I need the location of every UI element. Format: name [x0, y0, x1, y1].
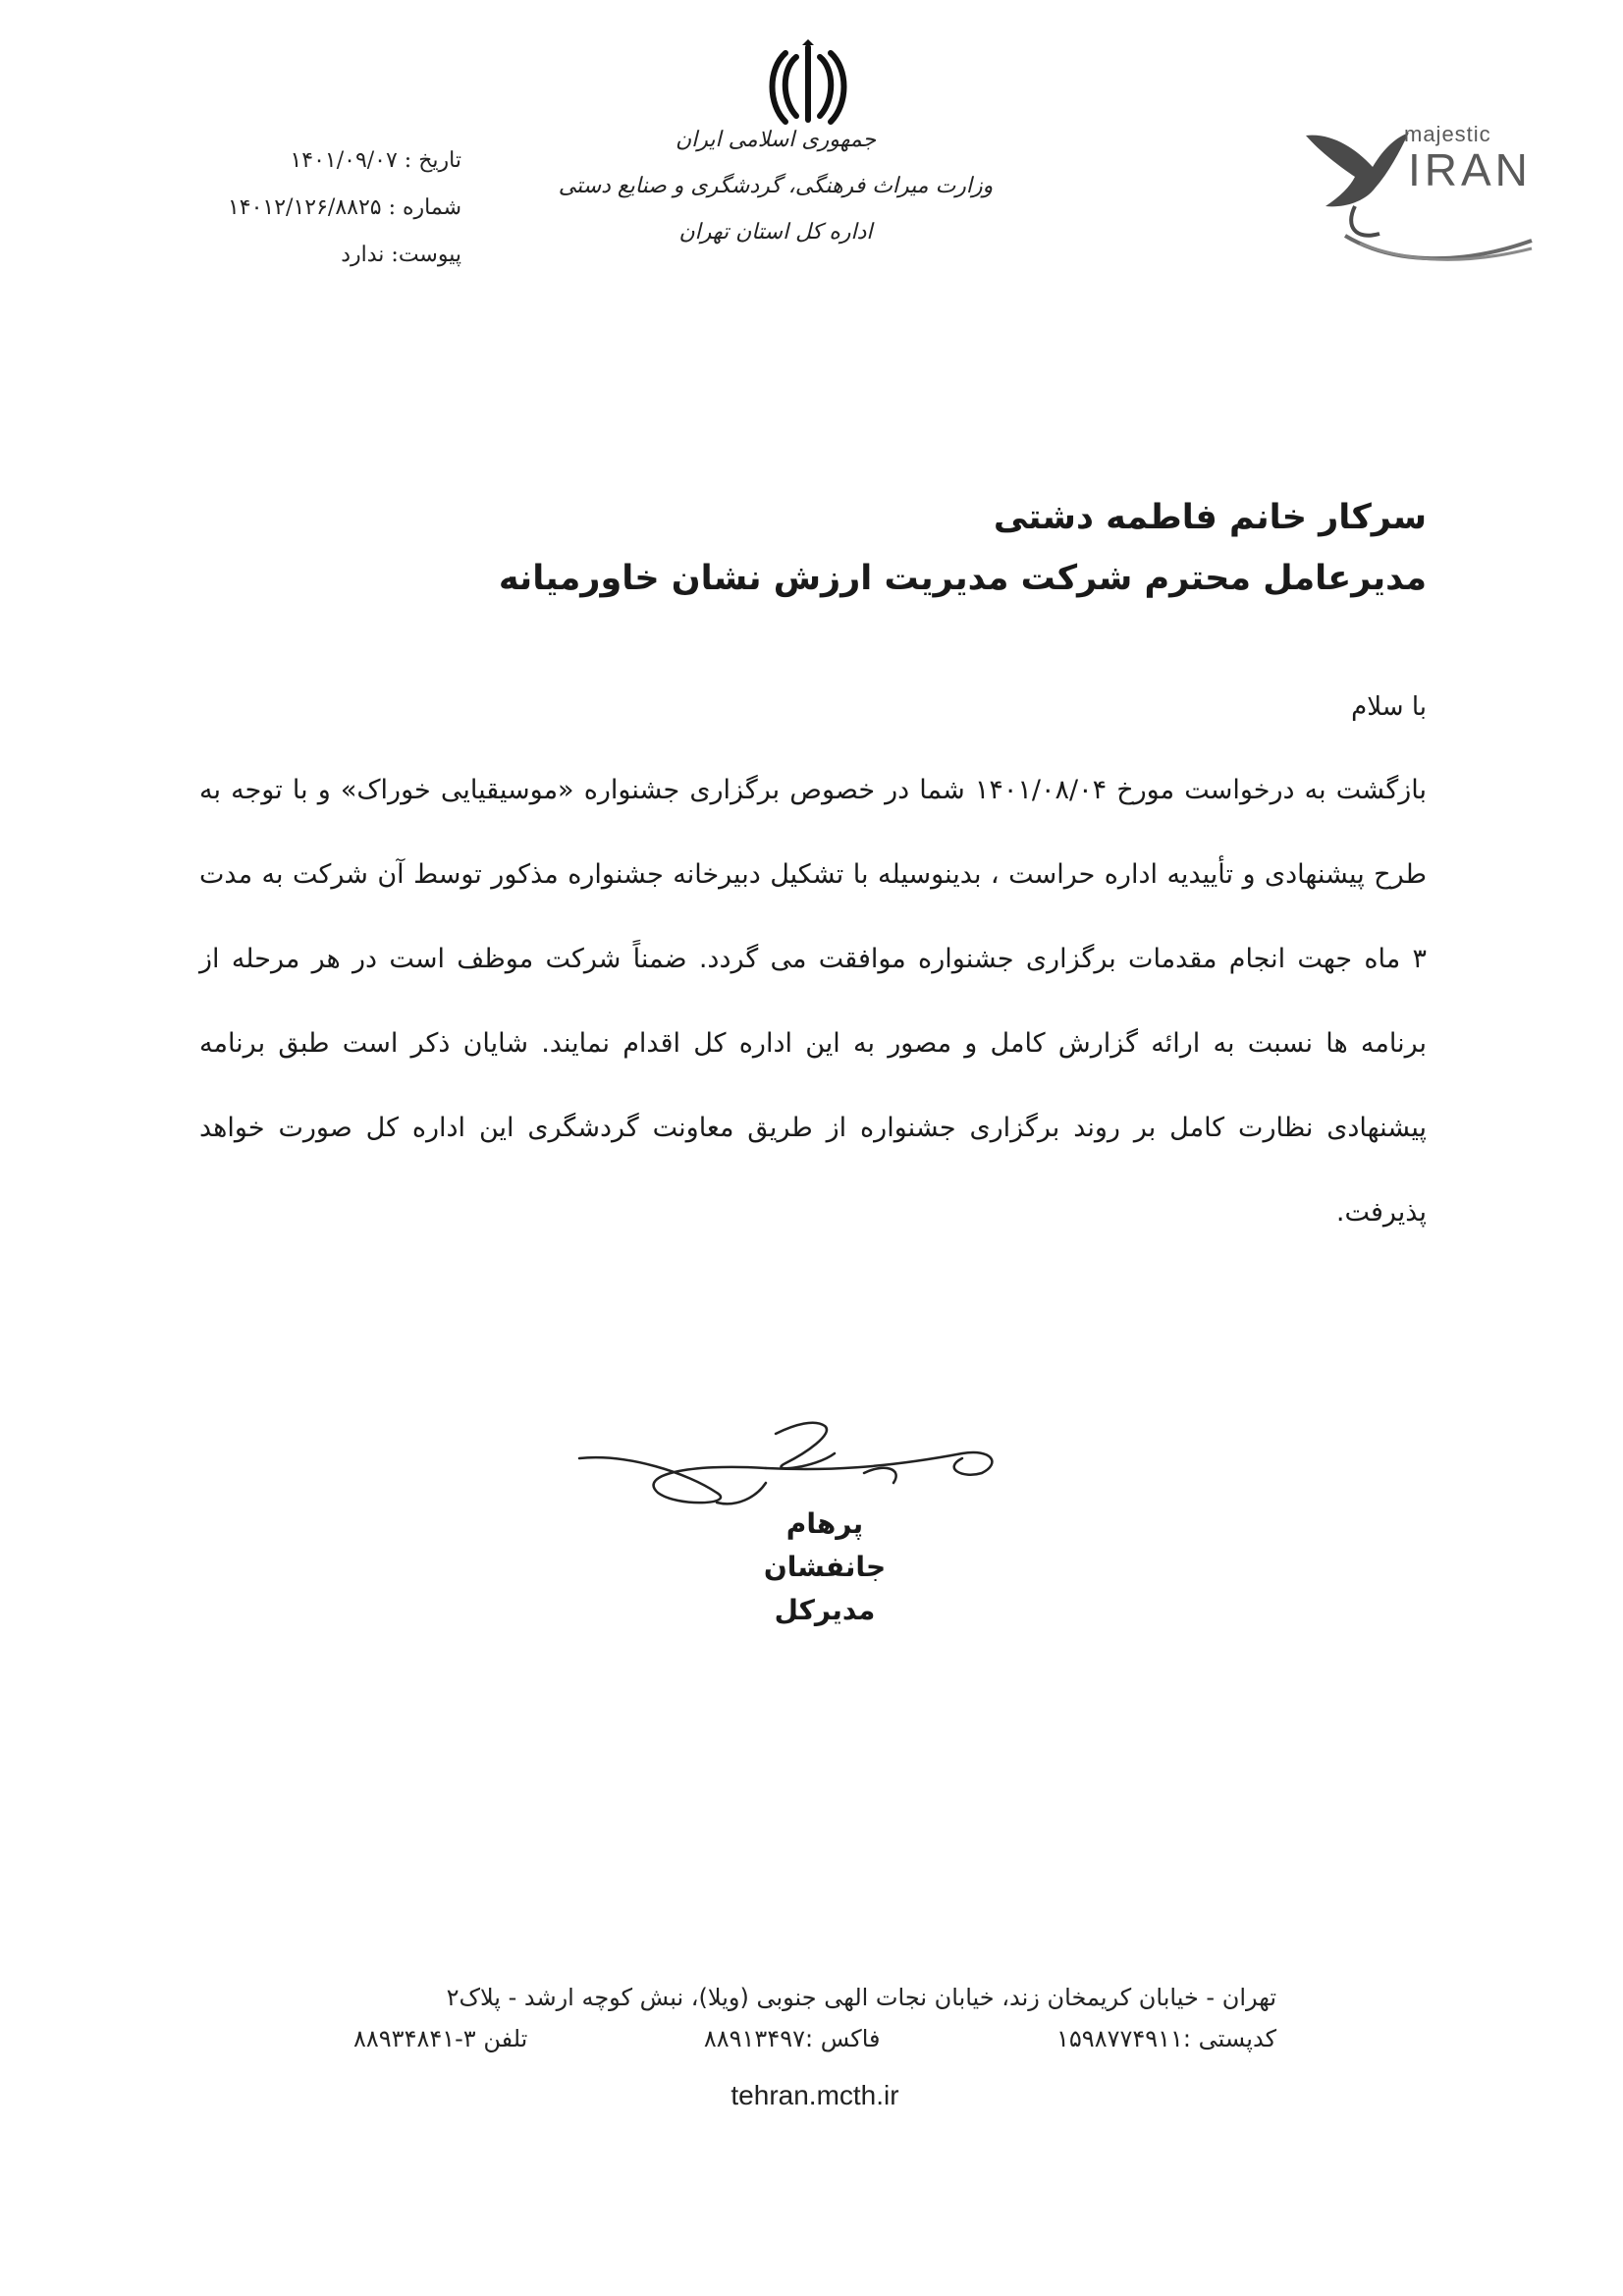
- header-line-republic: جمهوری اسلامی ایران: [675, 128, 877, 152]
- iran-emblem-icon: [764, 39, 852, 128]
- footer-fax: فاکس :۸۸۹۱۳۴۹۷: [703, 2025, 881, 2052]
- logo-big-text: IRAN: [1408, 144, 1532, 195]
- recipient-block: [248, 491, 1427, 613]
- signatory-name: پرهام جانفشان: [763, 1507, 887, 1583]
- header-line-ministry: وزارت میراث فرهنگی، گردشگری و صنایع دستی: [558, 174, 994, 198]
- header-line-office: اداره کل استان تهران: [678, 220, 873, 245]
- footer: [353, 1984, 1276, 2111]
- footer-phone: تلفن ۳-۸۸۹۳۴۸۴۱: [353, 2025, 528, 2052]
- logo-small-text: majestic: [1404, 122, 1491, 146]
- footer-contacts: [353, 2025, 1276, 2052]
- greeting: با سلام: [1351, 692, 1427, 722]
- letter-body: بازگشت به درخواست مورخ ۱۴۰۱/۰۸/۰۴ شما در خصوص برگزاری جشنواره «موسیقیایی خوراک» و با توجه به طرح پیشنهادی و تأییدیه اداره حراست ، بدینوسیله با تشکیل دبیرخانه جشنواره مذکور توسط آن شرکت به مدت ۳ ماه جهت انجام مقدمات برگزاری جشنواره موافقت می گردد. ضمناً شرکت موظف است در هر مرحله از برنامه ها نسبت به ارائه گزارش کامل و مصور به این اداره کل اقدام نمایند. شایان ذکر است طبق برنامه پیشنهادی نظارت کامل بر روند برگزاری جشنواره از طریق معاونت گردشگری این اداره کل صورت خواهد پذیرفت.: [199, 775, 1427, 1228]
- footer-website-link[interactable]: tehran.mcth.ir: [730, 2080, 899, 2110]
- footer-address: تهران - خیابان کریمخان زند، خیابان نجات الهی جنوبی (ویلا)، نبش کوچه ارشد - پلاک۲: [446, 1984, 1276, 2011]
- ministry-header: [550, 128, 1001, 266]
- recipient-name: سرکار خانم فاطمه دشتی: [993, 498, 1427, 537]
- signatory-block: [727, 1503, 923, 1632]
- recipient-title: مدیرعامل محترم شرکت مدیریت ارزش نشان خاورمیانه: [498, 559, 1427, 598]
- letter-attachment: پیوست: ندارد: [341, 243, 461, 267]
- letter-number: شماره : ۱۴۰۱۲/۱۲۶/۸۸۲۵: [227, 195, 461, 220]
- footer-postal: کدپستی :۱۵۹۸۷۷۴۹۱۱: [1056, 2025, 1276, 2052]
- letter-date: تاریخ : ۱۴۰۱/۰۹/۰۷: [290, 148, 461, 173]
- signatory-title: مدیرکل: [774, 1594, 876, 1626]
- majestic-iran-logo: [1286, 118, 1542, 265]
- letter-meta: [167, 137, 461, 279]
